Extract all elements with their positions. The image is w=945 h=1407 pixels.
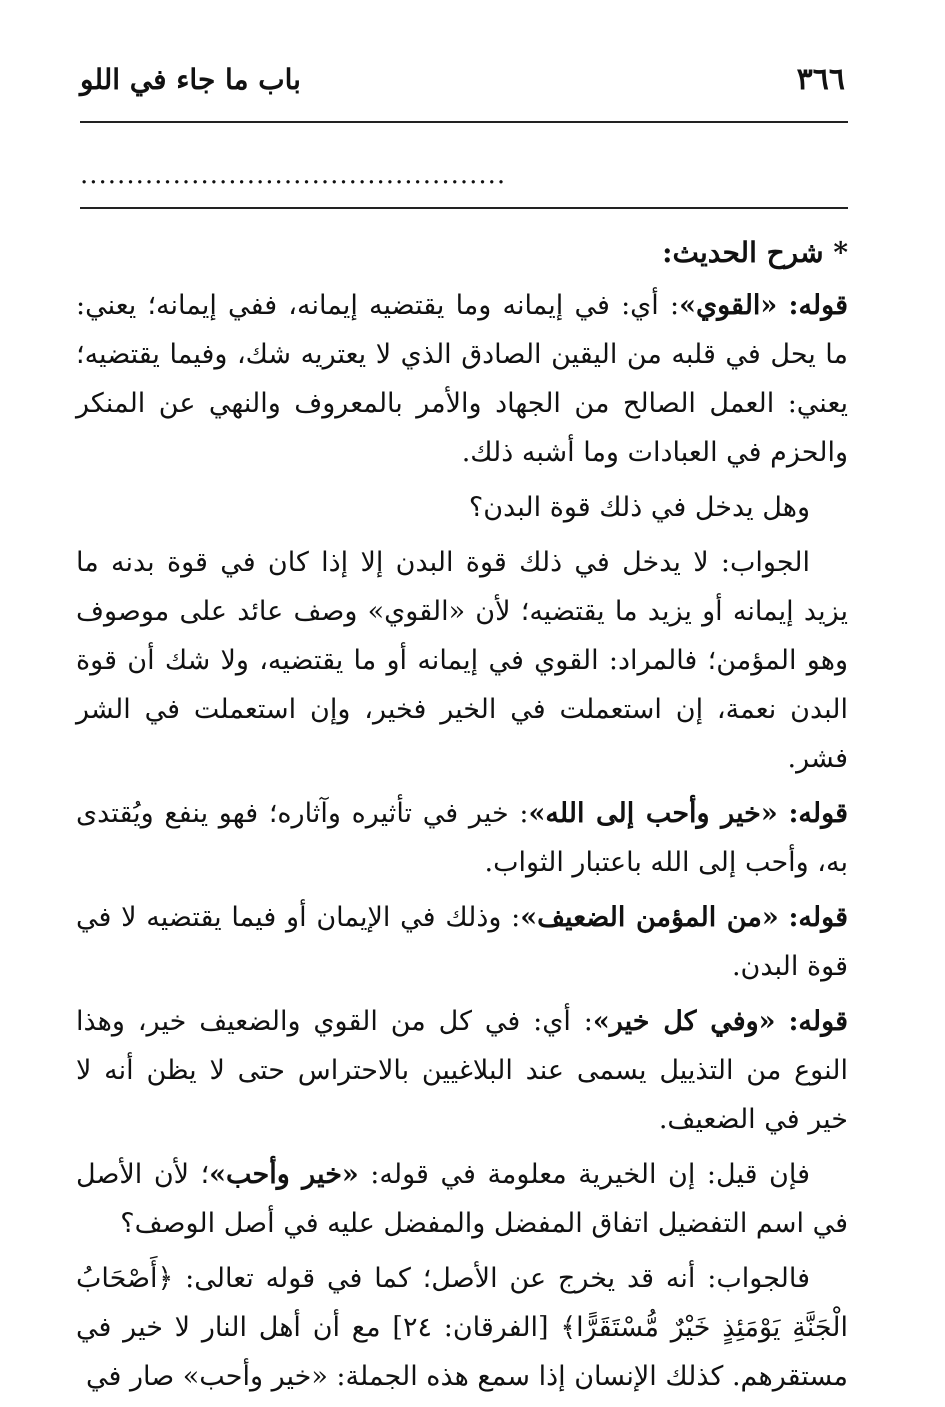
paragraph-text: : وذلك في الإيمان أو فيما يقتضيه لا في قوة البدن. [76,902,848,982]
keyword-label: قوله: [788,290,849,321]
page-header [80,60,850,110]
quoted-term: «القوي» [679,290,778,321]
quoted-term: «خير وأحب إلى الله» [528,798,778,829]
paragraph-text: : أي: في إيمانه وما يقتضيه إيمانه، ففي إيمانه؛ يعني: ما يحل في قلبه من اليقين الصادق الذي لا يعتريه شك، وفيما يقتضيه؛ يعني: العمل الصالح من الجهاد والأمر بالمعروف والنهي عن المنكر والحزم في العبادات وما أشبه ذلك. [76,290,848,468]
section-heading-text: شرح الحديث: [662,236,824,269]
paragraph-text: : أي: في كل من القوي والضعيف خير، وهذا النوع من التذييل يسمى عند البلاغيين بالاحتراس حتى لا يظن أنه لا خير في الضعيف. [76,1006,848,1135]
paragraph-question [76,483,848,532]
paragraph-text: الجواب: لا يدخل في ذلك قوة البدن إلا إذا كان في قوة بدنه ما يزيد إيمانه أو يزيد ما يقتضيه؛ لأن «القوي» وصف عائد على موصوف وهو المؤمن؛ فالمراد: القوي في إيمانه أو ما يقتضيه، ولا شك أن قوة البدن نعمة، إن استعملت في الخير فخير، وإن استعملت في الشر فشر. [76,547,848,774]
keyword-label: قوله: [788,902,848,933]
quoted-term: «خير وأحب» [209,1159,359,1190]
dotted-separator: .............................................. [80,160,507,190]
keyword-label: قوله: [788,798,848,829]
section-rule [80,207,848,209]
paragraph-text: فالجواب: أنه قد يخرج عن الأصل؛ كما في قوله تعالى: ﴿أَصْحَابُ الْجَنَّةِ يَوْمَئِذٍ خَيْرٌ مُّسْتَقَرًّا﴾ [الفرقان: ٢٤] مع أن أهل النار لا خير في مستقرهم. كذلك الإنسان إذا سمع هذه الجملة: «خير وأحب» صار في [76,1263,848,1392]
running-title: باب ما جاء في اللو [80,63,301,96]
paragraph-text: : خير في تأثيره وآثاره؛ فهو ينفع ويُقتدى به، وأحب إلى الله باعتبار الثواب. [76,798,848,878]
paragraph-answer [76,538,848,783]
header-rule [80,121,848,123]
paragraph-text: وهل يدخل في ذلك قوة البدن؟ [468,492,810,523]
section-heading [76,228,848,277]
page-body [76,228,848,1407]
paragraph-daif [76,893,848,991]
quoted-term: «من المؤمن الضعيف» [520,902,779,933]
paragraph-khayr [76,789,848,887]
paragraph-qawi [76,281,848,477]
quoted-term: «وفي كل خير» [592,1006,776,1037]
star-marker: * [833,236,848,269]
paragraph-kull-khayr [76,997,848,1144]
paragraph-text: ؛ لأن الأصل في اسم التفضيل اتفاق المفضل والمفضل عليه في أصل الوصف؟ [76,1159,848,1239]
paragraph-reply [76,1254,848,1401]
paragraph-text: فإن قيل: إن الخيرية معلومة في قوله: [358,1159,810,1190]
page-number: ٣٦٦ [796,62,845,97]
keyword-label: قوله: [788,1006,848,1037]
paragraph-objection [76,1150,848,1248]
